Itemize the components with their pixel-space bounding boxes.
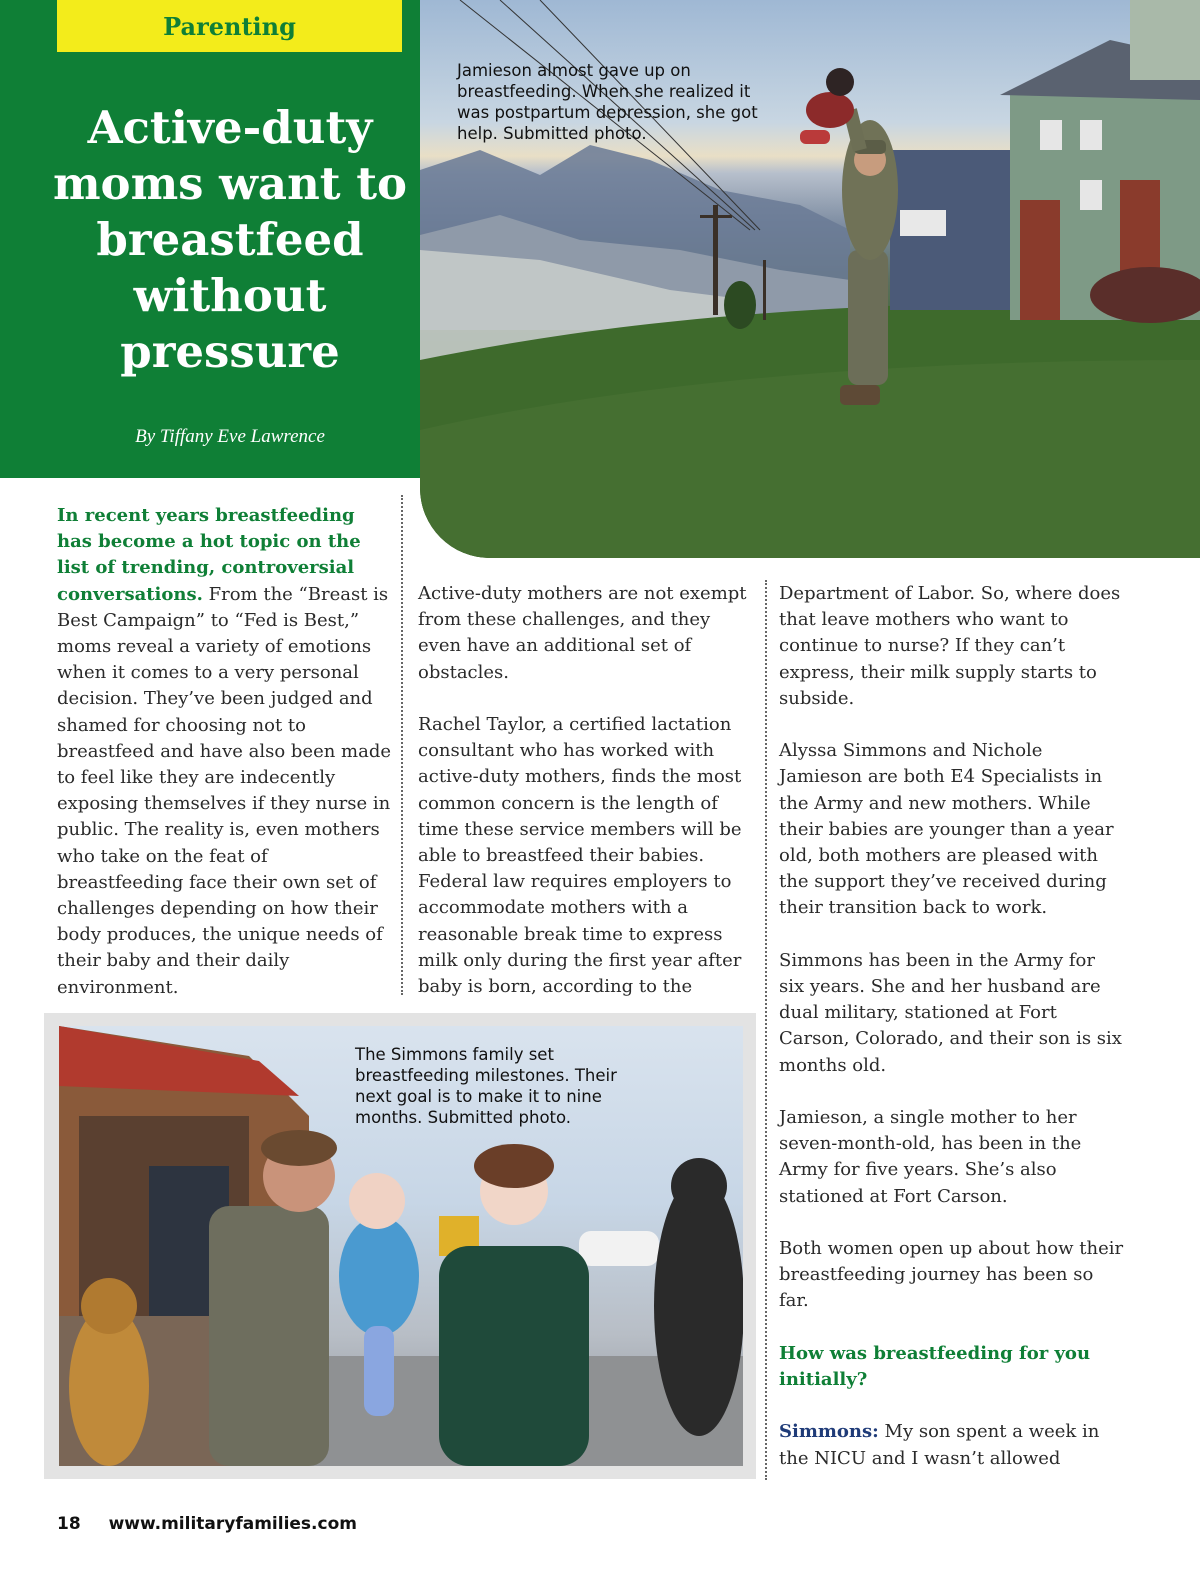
article-column-3 [779,581,1124,1498]
lead-text: In recent years breastfeeding has become a hot topic on the list of trending, controversial conversations. [57,505,361,605]
article-column-1 [57,503,392,1027]
paragraph-jamieson: Jamieson, a single mother to her seven-month-old, has been in the Army for five years. She’s also stationed at Fort Carson. [779,1107,1082,1207]
website-link[interactable]: www.militaryfamilies.com [108,1514,357,1534]
paragraph-rachel-taylor: Rachel Taylor, a certified lactation consultant who has worked with active-duty mothers, finds the most common concern is the length of time these service members will be able to breastfeed their babies. Federal law requires employers to accommodate mothers with a reasonable break time to express milk only during the first year after baby is born, according to the [418,714,742,998]
interview-answer [779,1419,1124,1471]
answer-text: My son spent a week in the NICU and I wasn’t allowed [779,1421,1100,1469]
article-headline: Active-duty moms want to breastfeed without pressure [52,101,408,378]
column-divider-1 [401,495,403,995]
article-byline: By Tiffany Eve Lawrence [135,426,325,447]
paragraph-journey: Both women open up about how their breastfeeding journey has been so far. [779,1238,1124,1312]
photo-top-caption: Jamieson almost gave up on breastfeeding. When she realized it was postpartum depression, she got help. Submitted photo. [457,61,758,143]
column-divider-2 [765,580,767,1480]
paragraph-simmons-jamieson: Alyssa Simmons and Nichole Jamieson are both E4 Specialists in the Army and new mothers. While their babies are younger than a year old, both mothers are pleased with the support they’ve received during their transition back to work. [779,740,1114,919]
photo-bottom-caption: The Simmons family set breastfeeding milestones. Their next goal is to make it to nine months. Submitted photo. [355,1045,617,1127]
intro-text: From the “Breast is Best Campaign” to “Fed is Best,” moms reveal a variety of emotions when it comes to a very personal decision. They’ve been judged and shamed for choosing not to breastfeed and have also been made to feel like they are indecently exposing themselves if they nurse in public. The reality is, even mothers who take on the feat of breastfeeding face their own set of challenges depending on how their body produces, the unique needs of their baby and their daily environment. [57,583,392,998]
paragraph-intro [57,503,392,1001]
paragraph-department-of-labor: Department of Labor. So, where does that leave mothers who want to continue to nurse? If they can’t express, their milk supply starts to subside. [779,583,1121,709]
page-number: 18 [57,1514,81,1534]
answer-speaker: Simmons: [779,1421,879,1443]
paragraph-obstacles: Active-duty mothers are not exempt from these challenges, and they even have an additional set of obstacles. [418,583,747,683]
section-kicker: Parenting [57,0,402,52]
paragraph-simmons: Simmons has been in the Army for six years. She and her husband are dual military, stationed at Fort Carson, Colorado, and their son is six months old. [779,949,1122,1076]
interview-question: How was breastfeeding for you initially? [779,1342,1091,1391]
page-footer [57,1514,379,1534]
article-column-2 [418,581,756,1026]
